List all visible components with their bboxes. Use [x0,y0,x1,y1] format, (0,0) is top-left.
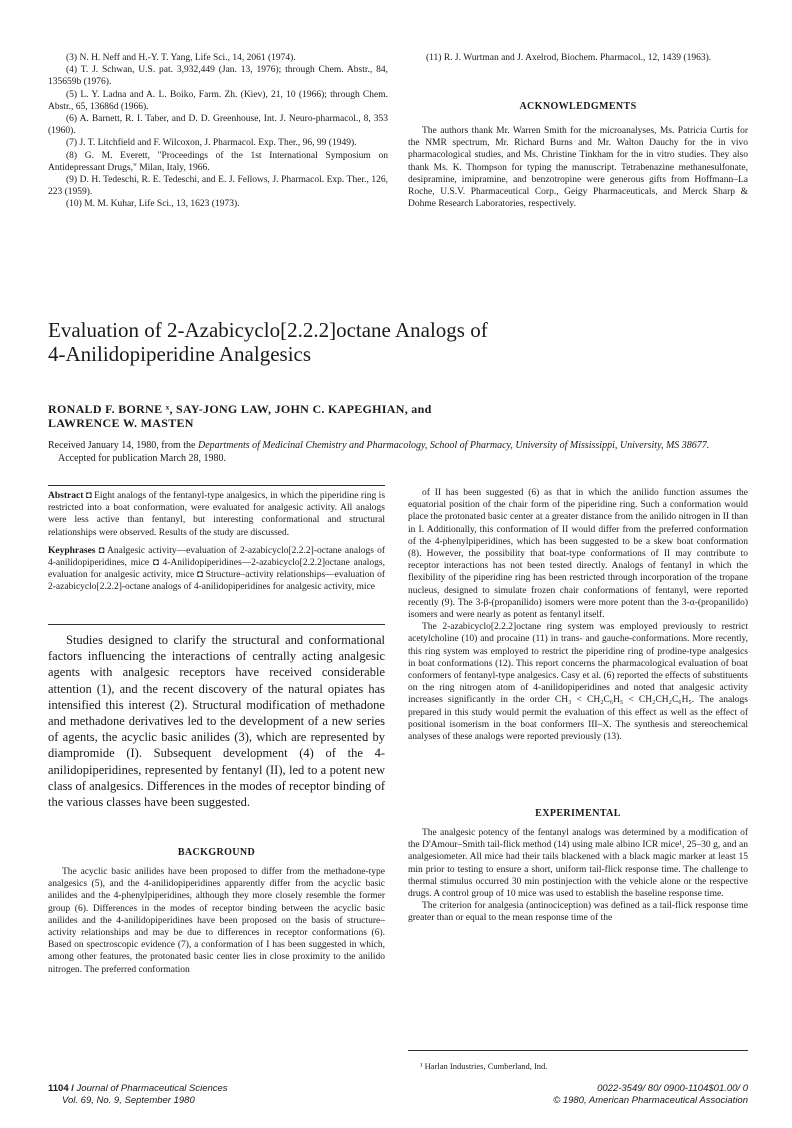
reference-11: (11) R. J. Wurtman and J. Axelrod, Biochem. Pharmacol., 12, 1439 (1963). [426,53,712,63]
keyphrases-text: Analgesic activity—evaluation of 2-azabicyclo[2.2.2]-octane analogs of 4-anilidopiperidines, mice ◘ 4-Anilidopiperidines—2-azabicyclo[2.2.2]octane analogs, evaluation for analgesic activity, mice ◘ Structure–activity relationships—evaluation of 2-azabicyclo[2.2.2]-octane analogs of 4-anilidopiperidines for analgesic activity, mice [48,545,386,593]
abstract-box [48,490,385,600]
footnote: ¹ Harlan Industries, Cumberland, Ind. [420,1061,548,1071]
checkbox-icon: ◘ [85,491,92,501]
journal-name: Journal of Pharmaceutical Sciences [76,1083,228,1094]
abstract-text: Eight analogs of the fentanyl-type analgesics, in which the piperidine ring is restricted into a boat conformation, were evaluated for analgesic activity. All analogs were less active than fentanyl, but interesting conformational and structural relationships were observed. Results of the study are discussed. [48,491,386,538]
volume-issue: Vol. 69, No. 9, September 1980 [62,1095,195,1106]
footer-left [48,1083,228,1107]
received-date: Received January 14, 1980, from the [48,440,198,451]
checkbox-icon: ◘ [98,545,105,556]
footnote-rule [408,1050,748,1051]
authors [48,402,748,430]
reference-7: (7) J. T. Litchfield and F. Wilcoxon, J. Pharmacol. Exp. Ther., 96, 99 (1949). [66,138,357,149]
intro-paragraph: Studies designed to clarify the structural and conformational factors influencing the interactions of centrally acting analgesic agents with analgesic receptors have received considerable attention (1), and the recent discovery of the natural opiates has intensified this interest (2). Structural modification of methadone and methadone derivatives led to the development of a new series of agents, the acyclic basic anilides (3), which are represented by diampromide (I). Subsequent development (4) of the 4-anilidopiperidines, represented by fentanyl (II), led to a potent new class of analgesics. Differences in the modes of receptor binding of the various classes have been suggested. [48,633,385,810]
abstract-bottom-rule [48,624,385,625]
right-paragraph-1: of II has been suggested (6) as that in which the anilido function assumes the equatorial position of the chair form of the piperidine ring. Such a conformation would place the protonated basic center at a greater distance from the anilido nitrogen in II than in I. Additionally, this conformation of II would differ from the preferred conformation of the 4-phenylpiperidines, which has been suggested to be a skew boat conformation (8). However, the possibility that boat-type conformations of II may contribute to receptor interactions has not been tested directly. Analogs of fentanyl in which the flexibility of the piperidine ring has been restricted through incorporation of the tropane nucleus, designed to simulate frozen chair conformations of fentanyl, were reported recently (9). The 3-β-(propanilido) isomers were more potent than the 3-α-(propanilido) isomers and were nearly as potent as fentanyl itself. [408,488,748,621]
references-right [408,52,748,64]
acknowledgments-text: The authors thank Mr. Warren Smith for the microanalyses, Ms. Patricia Curtis for the NMR spectrum, Mr. Richard Burns and Mr. Walton Dauchy for the in vivo pharmacological studies, and Ms. Christine Tinkham for the in vitro studies. They also thank Ms. K. Thompson for typing the manuscript. Tetrabenazine methanesulfonate, desipramine, imipramine, and benzotropine were generous gifts from Hoffmann–La Roche, U.S.V. Pharmaceutical Corp., Geigy Pharmaceuticals, and Merck Sharp & Dohme Research Laboratories, respectively. [408,126,748,210]
reference-4: (4) T. J. Schwan, U.S. pat. 3,932,449 (Jan. 13, 1976); through Chem. Abstr., 84, 135659b (1976). [48,65,388,88]
received-info [48,439,748,465]
acknowledgments-body [408,125,748,210]
article-title [48,318,748,366]
abstract-label: Abstract [48,491,84,501]
title-line-1: Evaluation of 2-Azabicyclo[2.2.2]octane Analogs of [48,318,488,342]
reference-9: (9) D. H. Tedeschi, R. E. Tedeschi, and E. J. Fellows, J. Pharmacol. Exp. Ther., 126, 223 (1959). [48,175,388,198]
right-paragraph-2: The 2-azabicyclo[2.2.2]octane ring system was employed previously to restrict acetylcholine (10) and procaine (11) in trans- and gauche-conformations. More recently, this ring system was employed to restrict the piperidine ring of prodine-type analgesics in boat conformations (12). This report concerns the pharmacological evaluation of boat conformers of fentanyl-type analgesics. Casy et al. (6) reported the effects of substituents on the ring nitrogen atom of 4-anilidopiperidines and noted that analgesic activity increases significantly in the order CH₃ < CH₂C₆H₅ < CH₂CH₂C₆H₅. The analogs prepared in this study would permit the evaluation of this effect as well as the effect of positional isomerism in the boat conformers III–X. The synthesis and stereochemical analyses of these analogs were reported previously (13). [408,622,748,743]
background-body [48,866,385,976]
reference-5: (5) L. Y. Ladna and A. L. Boiko, Farm. Zh. (Kiev), 21, 10 (1966); through Chem. Abstr., 65, 13686d (1966). [48,89,388,112]
abstract-top-rule [48,485,385,486]
acknowledgments-heading: ACKNOWLEDGMENTS [519,101,637,112]
experimental-body [408,827,748,925]
references-left [48,52,388,211]
accepted-date: Accepted for publication March 28, 1980. [58,453,227,464]
background-heading: BACKGROUND [177,847,256,858]
introduction [48,632,385,810]
experimental-paragraph-2: The criterion for analgesia (antinociception) was defined as a tail-flick response time greater than or equal to the mean response time of the [408,901,748,924]
background-text: The acyclic basic anilides have been proposed to differ from the methadone-type analgesics (5), and the 4-anilidopiperidines apparently differ from the acyclic basic anilides and the 4-phenylpiperidines, although they more closely resemble the former group (6). Differences in the modes of receptor binding between the acyclic basic anilides and the 4-anilidopiperidines have been proposed on the basis of structure–activity relationships and may be due to differences in receptor conformations (6). Based on spectroscopic evidence (7), a conformation of I has been suggested in which, among other features, the protonated basic center lies in close proximity to the anilido nitrogen. The preferred conformation [48,867,385,975]
keyphrases-label: Keyphrases [48,545,96,556]
reference-3: (3) N. H. Neff and H.-Y. T. Yang, Life Sci., 14, 2061 (1974). [66,53,296,63]
reference-10: (10) M. M. Kuhar, Life Sci., 13, 1623 (1973). [66,199,240,210]
authors-line-1: RONALD F. BORNE ˣ, SAY-JONG LAW, JOHN C. KAPEGHIAN, and [48,402,432,416]
page-number: 1104 / [48,1083,77,1094]
copyright: © 1980, American Pharmaceutical Association [553,1095,748,1106]
abstract [48,490,385,539]
keyphrases [48,545,385,594]
footer-right [553,1083,748,1107]
authors-line-2: LAWRENCE W. MASTEN [48,416,194,430]
right-column-body [408,487,748,743]
affiliation: Departments of Medicinal Chemistry and Pharmacology, School of Pharmacy, University of Mississippi, University, MS 38677. [197,440,710,451]
reference-8: (8) G. M. Everett, "Proceedings of the 1st International Symposium on Antidepressant Drugs," Milan, Italy, 1966. [48,150,388,173]
page-journal [48,1083,228,1095]
issn: 0022-3549/ 80/ 0900-1104$01.00/ 0 [597,1083,748,1094]
experimental-heading: EXPERIMENTAL [535,808,621,819]
experimental-paragraph-1: The analgesic potency of the fentanyl analogs was determined by a modification of the D'Amour–Smith tail-flick method (14) using male albino ICR mice¹, 25–30 g, and an analgesiometer. All mice had their tails blackened with a black magic marker at least 15 min prior to testing to ensure a short, uniform tail-flick response time. The challenge to thermal stimulus occurred 30 min postinjection with the vehicle alone or the respective drugs. A control group of 10 mice was used to establish the baseline response time. [408,828,748,900]
title-line-2: 4-Anilidopiperidine Analgesics [48,342,312,366]
reference-6: (6) A. Barnett, R. I. Taber, and D. D. Greenhouse, Int. J. Neuro-pharmacol., 8, 353 (1960). [48,114,388,137]
